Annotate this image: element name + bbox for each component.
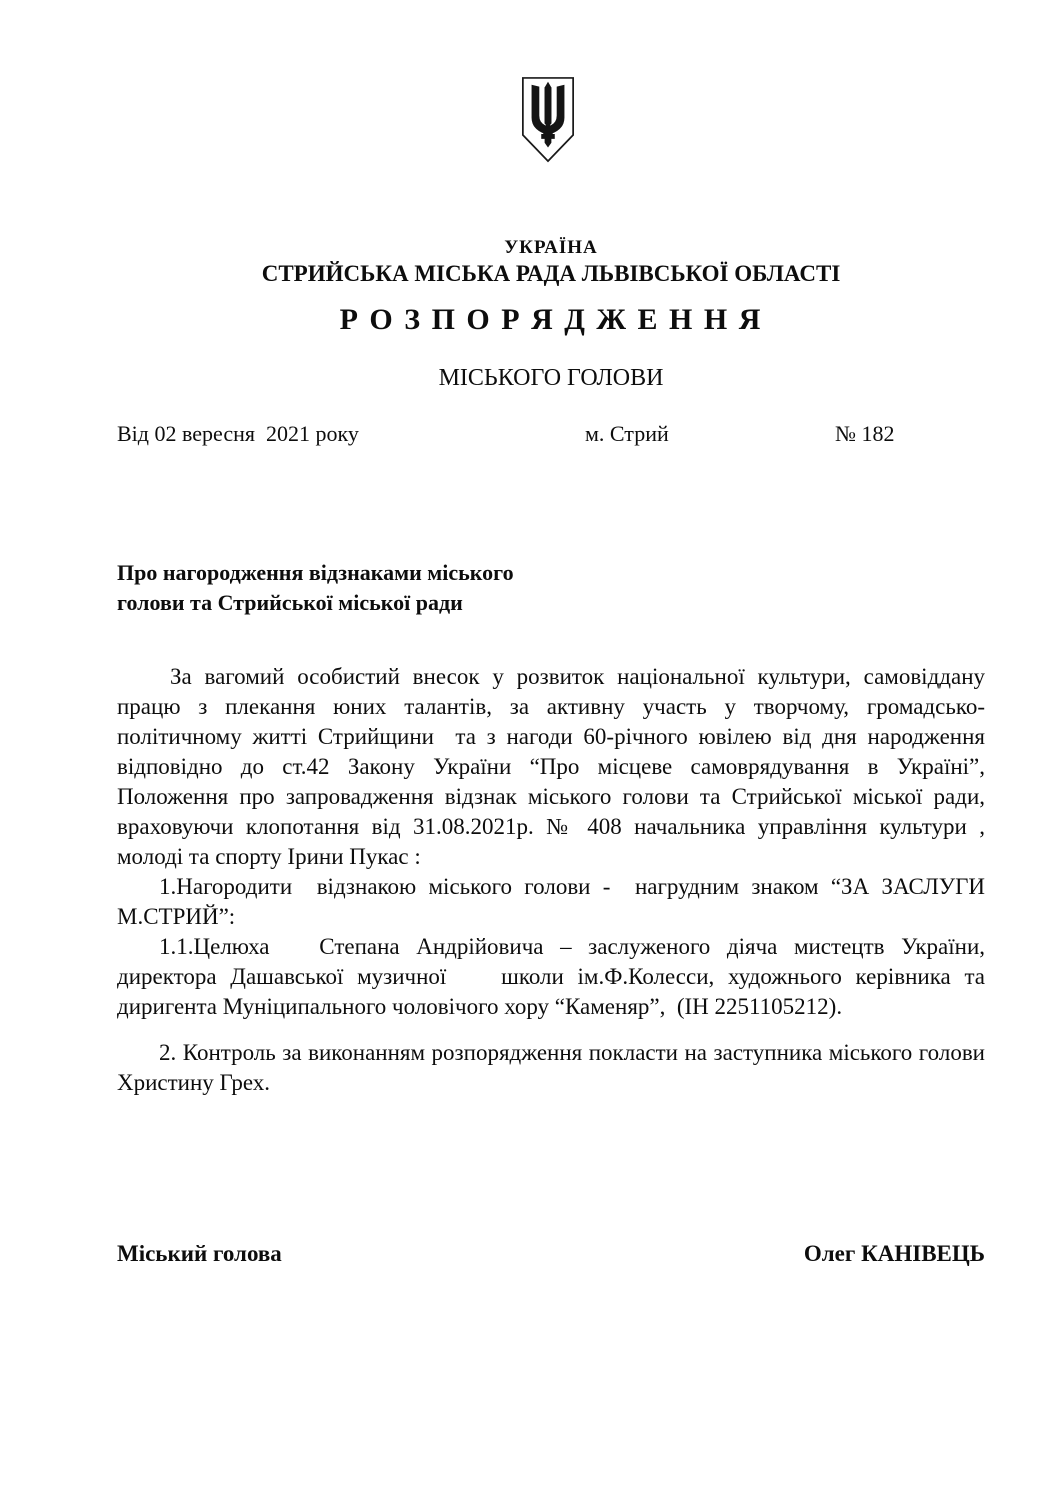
- subject-line-2: голови та Стрийської міської ради: [117, 590, 463, 615]
- council-name: СТРИЙСЬКА МІСЬКА РАДА ЛЬВІВСЬКОЇ ОБЛАСТІ: [261, 261, 841, 286]
- signature-row: [117, 1240, 985, 1268]
- document-header: [117, 236, 985, 392]
- document-date: Від 02 вересня 2021 року: [117, 421, 359, 446]
- document-type-title: Р О З П О Р Я Д Ж Е Н Н Я: [339, 303, 763, 336]
- emblem-container: [0, 75, 1058, 169]
- document-number: № 182: [835, 421, 895, 446]
- body-paragraph-item-2: 2. Контроль за виконанням розпорядження покласти на заступника міського голови Христину Грех.: [117, 1040, 991, 1095]
- issuer-title: МІСЬКОГО ГОЛОВИ: [438, 365, 664, 391]
- document-subject: [117, 558, 985, 618]
- signer-title: Міський голова: [117, 1241, 282, 1266]
- country-name: УКРАЇНА: [504, 237, 598, 258]
- signer-name: Олег КАНІВЕЦЬ: [803, 1241, 985, 1266]
- document-meta-row: [0, 421, 1058, 449]
- body-paragraph-preamble: За вагомий особистий внесок у розвиток національної культури, самовіддану працю з плекання юних талантів, за активну участь у творчому, громадсько-політичному житті Стрийщини та з нагоди 60-річного ювілею від дня народження відповідно до ст.42 Закону України “Про місцеве самоврядування в Україні”, Положення про запровадження відзнак міського голови та Стрийської міської ради, враховуючи клопотання від 31.08.2021р. № 408 начальника управління культури , молоді та спорту Ірини Пукас :: [117, 664, 991, 869]
- document-place: м. Стрий: [585, 421, 669, 446]
- subject-line-1: Про нагородження відзнаками міського: [117, 560, 514, 585]
- document-body: [117, 662, 991, 1098]
- body-paragraph-item-1: 1.Нагородити відзнакою міського голови - нагрудним знаком “ЗА ЗАСЛУГИ М.СТРИЙ”:: [117, 874, 991, 929]
- body-paragraph-item-1-1: 1.1.Целюха Степана Андрійовича – заслуженого діяча мистецтв України, директора Дашавської музичної школи ім.Ф.Колесси, художнього керівника та диригента Муніципального чоловічого хору “Каменяр”, (ІН 2251105212).: [117, 934, 991, 1019]
- ukraine-trident-shield-icon: [519, 75, 577, 169]
